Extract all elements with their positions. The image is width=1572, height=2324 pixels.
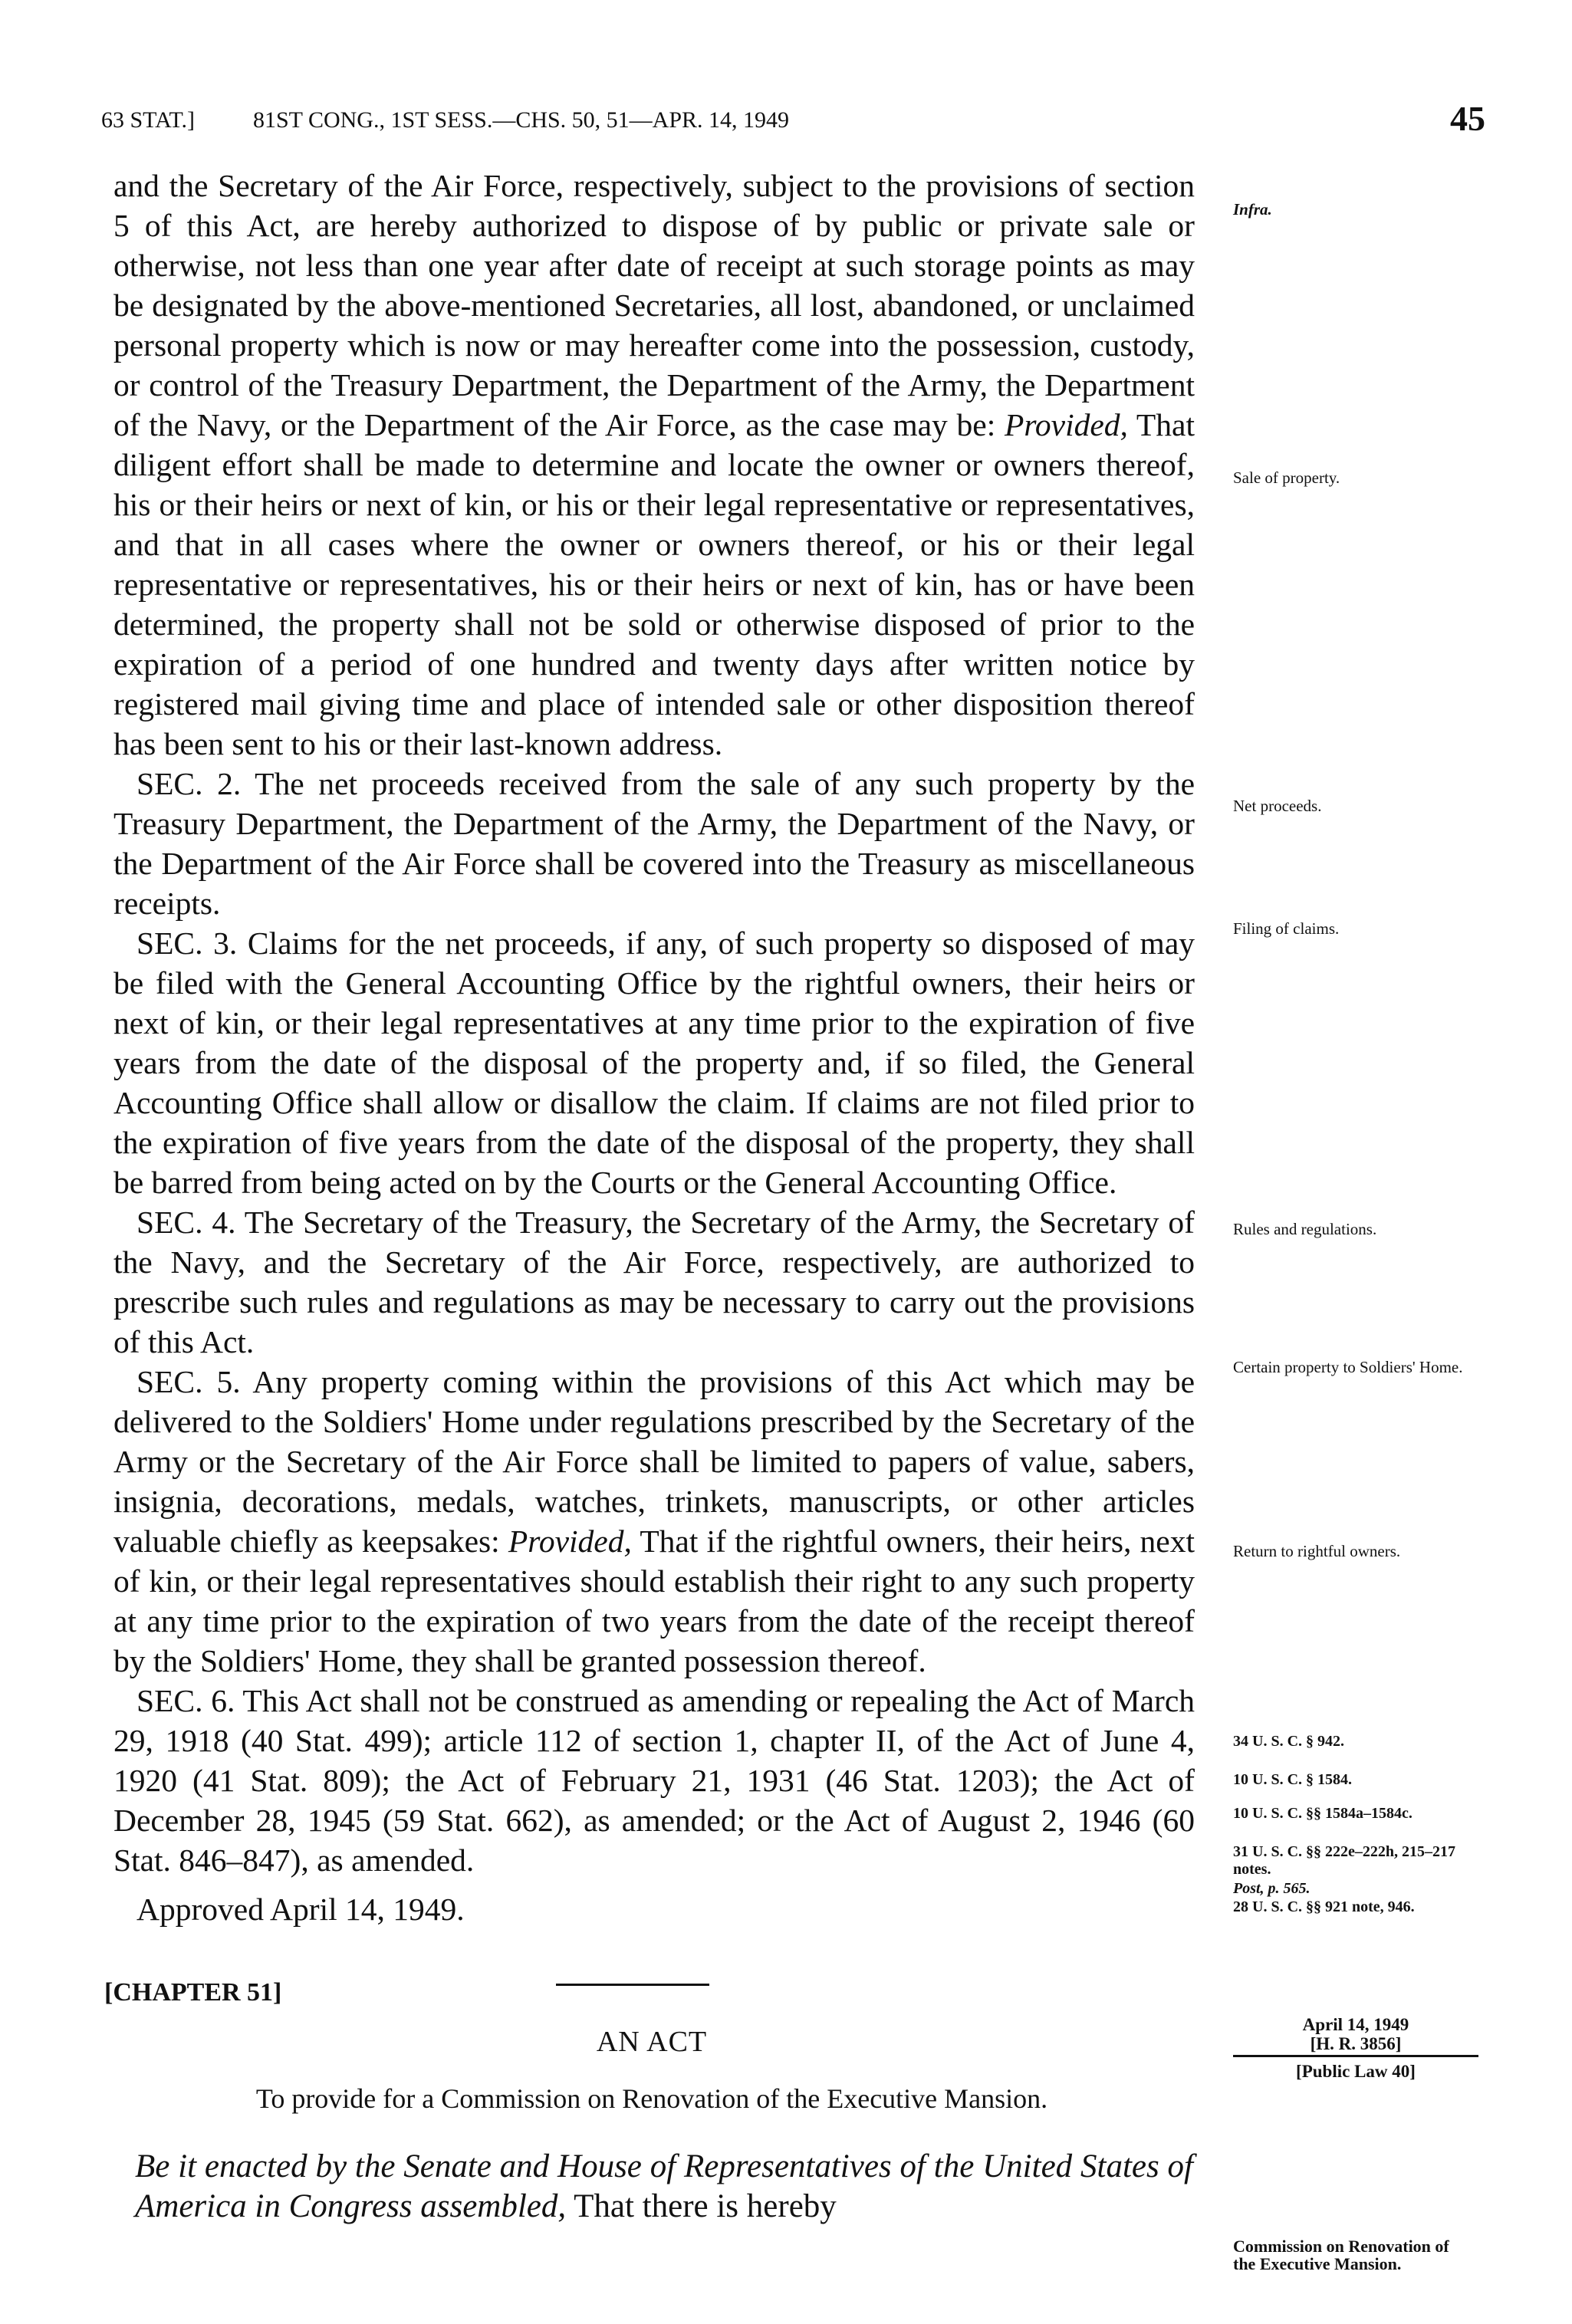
citation-6: 28 U. S. C. §§ 921 note, 946. [1233,1898,1415,1915]
approval-date-margin: April 14, 1949 [1302,2015,1409,2034]
margin-note-infra: Infra. [1233,200,1272,219]
section-3: SEC. 3. Claims for the net proceeds, if any, of such property so disposed of may be filed with the General Accounting Office by the rightful owners, their heirs or next of kin, or their legal representatives at any time prior to the expiration of five years from the date of the disposal of the property and, if so filed, the General Accounting Office shall allow or disallow the claim. If claims are not filed prior to the expiration of five years from the date of the disposal of the property, they shall be barred from being acted on by the Courts or the General Accounting Office. [113,925,1195,1200]
page-number: 45 [1450,99,1485,138]
chapter-50-text [113,166,1195,1880]
act-title: To provide for a Commission on Renovation of the Executive Mansion. [255,2083,1048,2114]
margin-note-rules: Rules and regulations. [1233,1220,1377,1238]
act-heading: AN ACT [596,2026,708,2058]
chapter-51-label: [CHAPTER 51] [104,1978,282,2007]
divider-rule [556,1984,709,1986]
public-law-number: [Public Law 40] [1296,2062,1416,2081]
section-2: SEC. 2. The net proceeds received from the sale of any such property by the Treasury Department, the Department of the Army, the Department of the Navy, or the Department of the Air Force shall be covered into the Treasury as miscellaneous receipts. [113,766,1195,921]
enacting-clause: Be it enacted by the Senate and House of Representatives of the United States of America in Congress assembled, That there is hereby [135,2148,1193,2224]
paragraph-continued: and the Secretary of the Air Force, respectively, subject to the provisions of section 5 of this Act, are hereby authorized to dispose of by public or private sale or otherwise, not less than one year after date of receipt at such storage points as may be designated by the above-mentioned Secretaries, all lost, abandoned, or unclaimed personal property which is now or may hereafter come into the possession, custody, or control of the Treasury Department, the Department of the Army, the Department of the Navy, or the Department of the Air Force, as the case may be: Provided, That diligent effort shall be made to determine and locate the owner or owners thereof, his or their heirs or next of kin, or his or their legal representative or representatives, and that in all cases where the owner or owners thereof, or his or their legal representative or representatives, his or their heirs or next of kin, has or have been determined, the property shall not be sold or otherwise disposed of prior to the expiration of a period of one hundred and twenty days after written notice by registered mail giving time and place of intended sale or other disposition thereof has been sent to his or their last-known address. [113,168,1195,761]
bill-reference [1233,2015,1478,2081]
citation-4: 31 U. S. C. §§ 222e–222h, 215–217 notes. [1233,1843,1456,1878]
house-bill-number: [H. R. 3856] [1310,2034,1402,2053]
section-5: SEC. 5. Any property coming within the provisions of this Act which may be delivered to the Soldiers' Home under regulations prescribed by the Secretary of the Army or the Secretary of the Air Force shall be limited to papers of value, sabers, insignia, decorations, medals, watches, trinkets, manuscripts, or other articles valuable chiefly as keepsakes: Provided, That if the rightful owners, their heirs, next of kin, or their legal representatives should establish their right to any such property at any time prior to the expiration of two years from the date of the receipt thereof by the Soldiers' Home, they shall be granted possession thereof. [113,1364,1195,1678]
margin-note-sale: Sale of property. [1233,468,1340,487]
citation-5: Post, p. 565. [1233,1880,1311,1897]
margin-note-commission: Commission on Renovation of the Executive Mansion. [1233,2237,1449,2273]
approval-date: Approved April 14, 1949. [136,1892,465,1927]
citation-2: 10 U. S. C. § 1584. [1233,1771,1353,1788]
section-4: SEC. 4. The Secretary of the Treasury, the Secretary of the Army, the Secretary of the Navy, and the Secretary of the Air Force, respectively, are authorized to prescribe such rules and regulations as may be necessary to carry out the provisions of this Act. [113,1205,1195,1359]
citation-1: 34 U. S. C. § 942. [1233,1733,1345,1750]
margin-note-certain-property: Certain property to Soldiers' Home. [1233,1358,1463,1376]
bill-divider [1233,2055,1478,2057]
statute-volume: 63 STAT.] [101,107,196,133]
margin-note-filing: Filing of claims. [1233,919,1340,938]
running-header: 81ST CONG., 1ST SESS.—CHS. 50, 51—APR. 14, 1949 [253,107,790,133]
margin-note-return: Return to rightful owners. [1233,1542,1401,1560]
margin-note-net-proceeds: Net proceeds. [1233,797,1322,815]
section-6: SEC. 6. This Act shall not be construed as amending or repealing the Act of March 29, 1918 (40 Stat. 499); article 112 of section 1, chapter II, of the Act of June 4, 1920 (41 Stat. 809); the Act of February 21, 1931 (46 Stat. 1203); the Act of December 28, 1945 (59 Stat. 662), as amended; or the Act of August 2, 1946 (60 Stat. 846–847), as amended. [113,1683,1195,1878]
citation-3: 10 U. S. C. §§ 1584a–1584c. [1233,1805,1412,1822]
